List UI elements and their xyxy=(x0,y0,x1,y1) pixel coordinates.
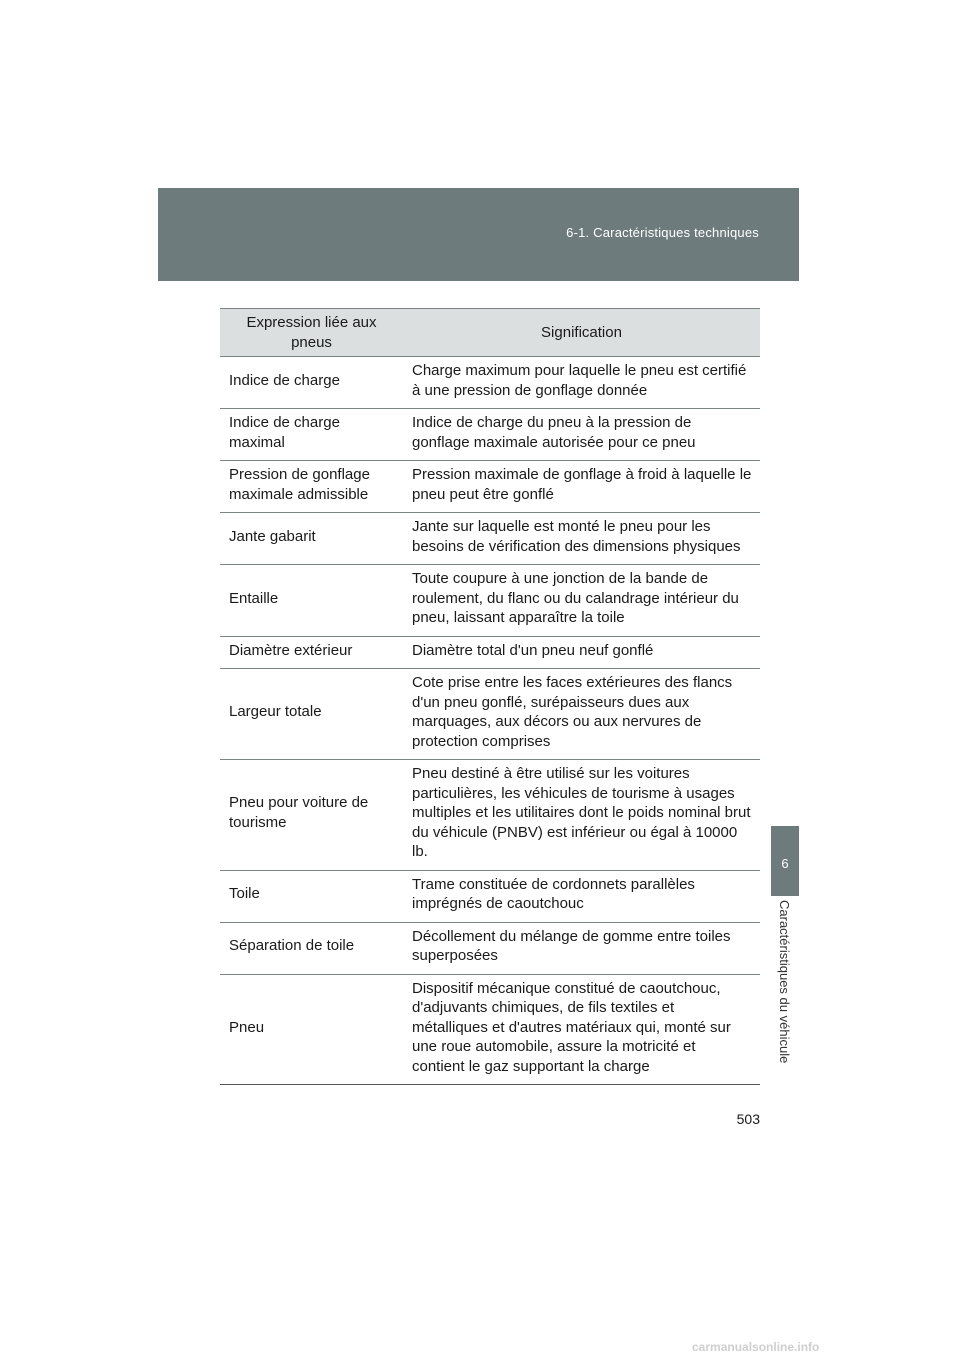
table-row xyxy=(220,409,760,461)
table-row xyxy=(220,922,760,974)
column-header-meaning: Signification xyxy=(403,309,760,357)
chapter-label: Caractéristiques du véhicule xyxy=(777,900,792,1064)
meaning-cell: Décollement du mélange de gomme entre toiles superposées xyxy=(403,922,760,974)
term-cell: Pression de gonflage maximale admissible xyxy=(220,461,403,513)
column-header-term: Expression liée aux pneus xyxy=(220,309,403,357)
term-cell: Toile xyxy=(220,870,403,922)
meaning-cell: Charge maximum pour laquelle le pneu est certifié à une pression de gonflage donnée xyxy=(403,357,760,409)
term-cell: Pneu pour voiture de tourisme xyxy=(220,760,403,871)
page-number: 503 xyxy=(736,1111,760,1127)
section-header-band xyxy=(158,188,799,281)
term-cell: Jante gabarit xyxy=(220,513,403,565)
chapter-number: 6 xyxy=(781,856,789,871)
meaning-cell: Pression maximale de gonflage à froid à laquelle le pneu peut être gonflé xyxy=(403,461,760,513)
table-row xyxy=(220,669,760,760)
meaning-cell: Indice de charge du pneu à la pression de gonflage maximale autorisée pour ce pneu xyxy=(403,409,760,461)
meaning-cell: Trame constituée de cordonnets parallèles imprégnés de caoutchouc xyxy=(403,870,760,922)
term-cell: Entaille xyxy=(220,565,403,637)
table-row xyxy=(220,565,760,637)
term-cell: Diamètre extérieur xyxy=(220,636,403,669)
meaning-cell: Diamètre total d'un pneu neuf gonflé xyxy=(403,636,760,669)
meaning-cell: Toute coupure à une jonction de la bande de roulement, du flanc ou du calandrage intérieur du pneu, laissant apparaître la toile xyxy=(403,565,760,637)
meaning-cell: Jante sur laquelle est monté le pneu pour les besoins de vérification des dimensions physiques xyxy=(403,513,760,565)
term-cell: Pneu xyxy=(220,974,403,1085)
term-cell: Indice de charge xyxy=(220,357,403,409)
meaning-cell: Cote prise entre les faces extérieures des flancs d'un pneu gonflé, surépaisseurs dues aux marquages, aux décors ou aux nervures de protection comprises xyxy=(403,669,760,760)
table-row xyxy=(220,760,760,871)
watermark: carmanualsonline.info xyxy=(692,1340,820,1354)
term-cell: Séparation de toile xyxy=(220,922,403,974)
table-row xyxy=(220,636,760,669)
tire-terms-table xyxy=(220,308,760,1085)
table-row xyxy=(220,357,760,409)
section-title: 6-1. Caractéristiques techniques xyxy=(566,225,759,240)
meaning-cell: Dispositif mécanique constitué de caoutchouc, d'adjuvants chimiques, de fils textiles et métalliques et d'autres matériaux qui, monté sur une roue automobile, assure la motricité et contient le gaz supportant la charge xyxy=(403,974,760,1085)
table-row xyxy=(220,513,760,565)
term-cell: Largeur totale xyxy=(220,669,403,760)
meaning-cell: Pneu destiné à être utilisé sur les voitures particulières, les véhicules de tourisme à usages multiples et les utilitaires dont le poids nominal brut du véhicule (PNBV) est inférieur ou égal à 10000 lb. xyxy=(403,760,760,871)
table-row xyxy=(220,870,760,922)
table-header-row xyxy=(220,309,760,357)
table-row xyxy=(220,974,760,1085)
chapter-tab xyxy=(771,826,799,896)
term-cell: Indice de charge maximal xyxy=(220,409,403,461)
table-row xyxy=(220,461,760,513)
